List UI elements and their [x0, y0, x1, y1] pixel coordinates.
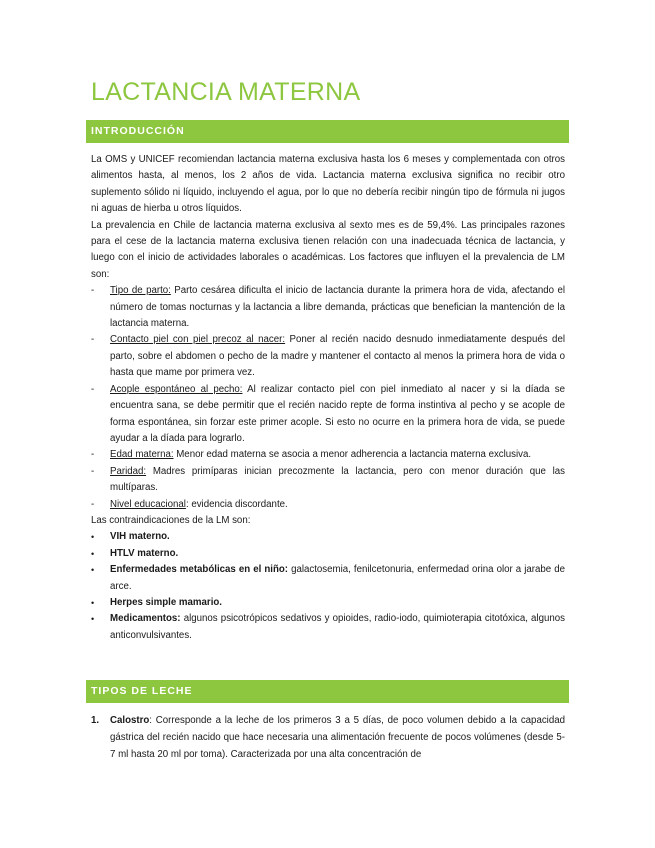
list-item	[91, 447, 565, 463]
contraindication-label: Herpes simple mamario.	[110, 596, 222, 608]
dash-marker: -	[91, 383, 95, 395]
bullet-marker: •	[91, 532, 95, 543]
bullet-marker: •	[91, 614, 95, 625]
factors-list	[91, 283, 565, 513]
factor-text: : evidencia discordante.	[185, 498, 288, 510]
list-item	[91, 332, 565, 381]
list-item	[91, 611, 565, 644]
list-item	[91, 712, 565, 763]
number-marker: 1.	[91, 715, 100, 726]
intro-paragraph-1: La OMS y UNICEF recomiendan lactancia materna exclusiva hasta los 6 meses y complementada con otros alimentos hasta, al menos, los 2 años de vida. Lactancia materna exclusiva significa no recibir otro suplemento sólido ni líquido, incluyendo el agua, por lo que no debería recibir ningún tipo de fórmula ni jugos ni aguas de hierba u otros líquidos.	[91, 154, 565, 215]
contraindication-label: Medicamentos:	[110, 613, 181, 625]
list-item	[91, 529, 565, 545]
bullet-marker: •	[91, 565, 95, 576]
document-title: LACTANCIA MATERNA	[91, 78, 361, 106]
contraindication-label: VIH materno.	[110, 531, 170, 543]
list-item	[91, 562, 565, 595]
dash-marker: -	[91, 465, 95, 477]
bullet-marker: •	[91, 548, 95, 559]
factor-label: Edad materna:	[110, 449, 174, 461]
factor-text: Al realizar contacto piel con piel inmediato al nacer y si la díada se encuentra sana, se debe permitir que el recién nacido repte de forma instintiva al pecho y se acople de forma espontánea, sin forzar este primer acople. Si esto no ocurre en la primera hora de vida, se puede ayudar a la díada para lograrlo.	[110, 383, 565, 444]
milk-type-text: : Corresponde a la leche de los primeros 3 a 5 días, de poco volumen debido a la capacidad gástrica del recién nacido que hace necesaria una alimentación frecuente de pocos volúmenes (desde 5-7 ml hasta 20 ml por toma). Caracterizada por una alta concentración de	[110, 715, 565, 760]
factor-label: Tipo de parto:	[110, 285, 171, 297]
factor-text: Madres primíparas inician precozmente la lactancia, pero con menor duración que las multíparas.	[110, 465, 565, 494]
intro-paragraph-2: La prevalencia en Chile de lactancia materna exclusiva al sexto mes es de 59,4%. Las principales razones para el cese de la lactancia materna exclusiva tienen relación con una inadecuada técnica de lactancia, y luego con el inicio de actividades laborales o académicas. Los factores que influyen el la prevalencia de LM son:	[91, 219, 565, 280]
dash-marker: -	[91, 285, 95, 297]
contraindication-text: algunos psicotrópicos sedativos y opioides, radio-iodo, quimioterapia citotóxica, algunos anticonvulsivantes.	[110, 613, 565, 641]
section-heading-tipos-de-leche: TIPOS DE LECHE	[86, 680, 569, 703]
factor-label: Acople espontáneo al pecho:	[110, 383, 243, 395]
list-item	[91, 546, 565, 562]
contraindications-list	[91, 529, 565, 644]
factor-label: Paridad:	[110, 465, 147, 477]
list-item	[91, 464, 565, 497]
contraindication-label: Enfermedades metabólicas en el niño:	[110, 564, 289, 576]
factor-label: Nivel educacional	[110, 498, 186, 510]
intro-paragraph-3: Las contraindicaciones de la LM son:	[91, 514, 251, 526]
dash-marker: -	[91, 498, 95, 510]
list-item	[91, 283, 565, 332]
dash-marker: -	[91, 334, 95, 346]
factor-text: Parto cesárea dificulta el inicio de lactancia durante la primera hora de vida, afectando el número de tomas nocturnas y la lactancia a libre demanda, prácticas que benefician la mantención de la lactancia materna.	[110, 285, 566, 330]
bullet-marker: •	[91, 597, 95, 608]
tipos-body	[91, 712, 565, 763]
factor-label: Contacto piel con piel precoz al nacer:	[110, 334, 286, 346]
list-item	[91, 382, 565, 448]
milk-type-label: Calostro	[110, 715, 150, 726]
factor-text: Poner al recién nacido desnudo inmediatamente después del parto, sobre el abdomen o pecho de la madre y mantener el contacto al menos la primera hora de vida o hasta que mame por primera vez.	[110, 334, 565, 379]
contraindication-label: HTLV materno.	[110, 547, 179, 559]
dash-marker: -	[91, 449, 95, 461]
factor-text: Menor edad materna se asocia a menor adherencia a lactancia materna exclusiva.	[173, 449, 532, 461]
list-item	[91, 497, 565, 513]
section-heading-introduccion: INTRODUCCIÓN	[86, 120, 569, 143]
contraindication-text: galactosemia, fenilcetonuria, enfermedad orina olor a jarabe de arce.	[110, 564, 565, 592]
list-item	[91, 595, 565, 611]
intro-body	[91, 152, 565, 644]
